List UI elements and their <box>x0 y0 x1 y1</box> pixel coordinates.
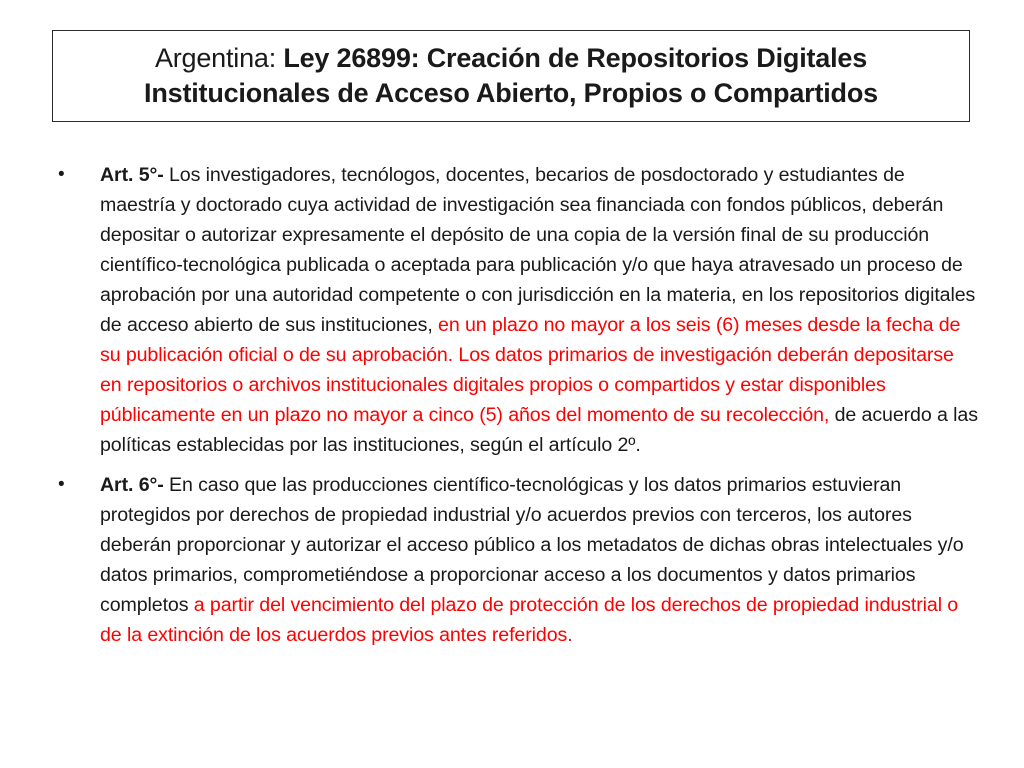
slide-title-box <box>52 30 970 122</box>
article-label: Art. 5°- <box>100 164 164 186</box>
article-highlight: a partir del vencimiento del plazo de protección de los derechos de propiedad industrial o de la extinción de los acuerdos previos antes referidos. <box>100 594 959 646</box>
bullet-icon: • <box>58 164 65 185</box>
article-text: En caso que las producciones científico-tecnológicas y los datos primarios estuvieran protegidos por derechos de propiedad industrial y/o acuerdos previos con terceros, los autores deberán proporcionar y autorizar el acceso público a los metadatos de dichas obras intelectuales y/o datos primarios, comprometiéndose a proporcionar acceso a los documentos y datos primarios completos <box>100 474 964 616</box>
bullet-icon: • <box>58 474 65 495</box>
article-text-end: de acuerdo a las políticas establecidas por las instituciones, según el artículo 2º. <box>100 404 978 456</box>
bullet-article-6 <box>58 470 978 650</box>
title-law-continued: Institucionales de Acceso Abierto, Propios o Compartidos <box>144 78 878 108</box>
article-text: Los investigadores, tecnólogos, docentes, becarios de posdoctorado y estudiantes de maestría y doctorado cuya actividad de investigación sea financiada con fondos públicos, deberán depositar o autorizar expresamente el depósito de una copia de la versión final de su producción científico-tecnológica publicada o aceptada para publicación y/o que haya atravesado un proceso de aprobación por una autoridad competente o con jurisdicción en la materia, en los repositorios digitales de acceso abierto de sus instituciones, <box>100 164 976 336</box>
title-line-2 <box>144 76 878 111</box>
title-country: Argentina: <box>154 43 284 73</box>
article-highlight: en un plazo no mayor a los seis (6) meses desde la fecha de su publicación oficial o de su aprobación. Los datos primarios de investigación deberán depositarse en repositorios o archivos institucionales digitales propios o compartidos y estar disponibles públicamente en un plazo no mayor a cinco (5) años del momento de su recolección, <box>100 314 961 426</box>
slide-content <box>58 160 978 660</box>
title-line-1 <box>155 41 867 76</box>
article-label: Art. 6°- <box>100 474 164 496</box>
title-law: Ley 26899: Creación de Repositorios Digitales <box>283 43 868 73</box>
bullet-article-5 <box>58 160 978 460</box>
